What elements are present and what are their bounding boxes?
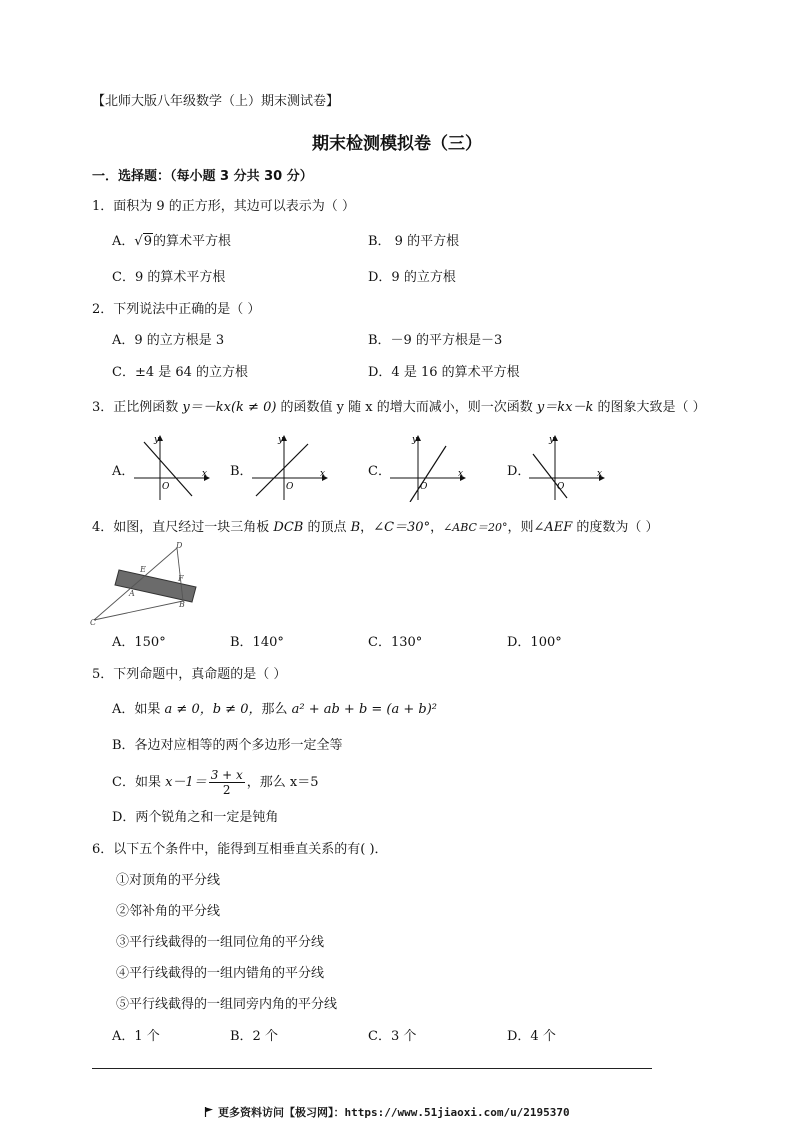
origin-label: O (286, 482, 294, 492)
q2-stem: 2．下列说法中正确的是（ ） (92, 302, 261, 317)
q1-radicand: 9 (143, 234, 152, 249)
q5-option-d: D．两个锐角之和一定是钝角 (112, 810, 279, 825)
label-e: E (140, 565, 146, 574)
q4-stem-part3: ， (360, 520, 374, 535)
q4-angle-abc: ∠ABC＝20° (443, 521, 508, 534)
q4-stem-part1: 4．如图，直尺经过一块三角板 (92, 520, 274, 535)
q2-option-b: B．－9 的平方根是－3 (368, 333, 503, 348)
origin-label: O (162, 482, 170, 492)
q4-stem-part6: 的度数为（ ） (572, 520, 659, 535)
axis-x-label: x (320, 469, 326, 479)
q3-graph-a (132, 432, 212, 502)
q3-option-c-label: C． (368, 464, 391, 479)
q1-option-c: C．9 的算术平方根 (112, 270, 226, 285)
q2-option-d: D．4 是 16 的算术平方根 (368, 365, 520, 380)
footer-divider (92, 1068, 652, 1069)
label-d: D (176, 541, 183, 550)
q3-stem-part2: 的函数值 y 随 x 的增大而减小，则一次函数 (276, 400, 537, 415)
q1-option-a-suffix: 的算术平方根 (152, 234, 231, 249)
sqrt-sign: √ (134, 234, 143, 249)
label-f: F (178, 574, 184, 583)
q3-stem-part3: 的图象大致是（ ） (593, 400, 706, 415)
q3-graph-b (250, 432, 330, 502)
q5-option-a-prefix: A．如果 (112, 702, 165, 717)
axis-x-label: x (597, 469, 603, 479)
q3-graph-d (527, 432, 607, 502)
graph-line (256, 444, 308, 496)
q1-option-a-prefix: A． (112, 234, 135, 249)
origin-label: O (420, 482, 428, 492)
q6-item-1: ①对顶角的平分线 (116, 873, 221, 888)
footer-text: 更多资料访问【极习网】：https://www.51jiaoxi.com/u/2195370 (218, 1106, 570, 1119)
q5-stem: 5．下列命题中，真命题的是（ ） (92, 667, 287, 682)
flag-icon (204, 1107, 214, 1117)
axis-y-label: y (412, 435, 418, 445)
q4-angle-c: ∠C＝30° (373, 520, 431, 535)
document-title: 期末检测模拟卷（三） (312, 134, 482, 154)
q1-stem: 1．面积为 9 的正方形，其边可以表示为（ ） (92, 199, 355, 214)
q3-formula-linear: y＝kx－k (536, 400, 594, 415)
q1-option-a (112, 233, 231, 251)
q4-option-d: D．100° (507, 635, 562, 650)
q4-vertex-b: B (350, 520, 361, 535)
q4-stem-part4: ， (430, 520, 444, 535)
q5-option-c-lhs: x－1＝ (165, 775, 207, 790)
q4-stem-part5: ，则 (507, 520, 534, 535)
axis-y-label: y (278, 435, 284, 445)
section-heading: 一．选择题：（每小题 3 分共 30 分） (92, 169, 313, 184)
series-header: 【北师大版八年级数学（上）期末测试卷】 (92, 94, 340, 109)
q4-triangle-name: DCB (273, 520, 304, 535)
footer-link[interactable] (204, 1104, 570, 1120)
q5-option-c-suffix: ，那么 x＝5 (246, 775, 319, 790)
q3-option-b-label: B． (230, 464, 253, 479)
fraction-denominator: 2 (222, 783, 231, 797)
q6-stem: 6．以下五个条件中，能得到互相垂直关系的有( )． (92, 842, 388, 857)
q6-option-a: A．1 个 (112, 1029, 160, 1044)
q6-item-5: ⑤平行线截得的一组同旁内角的平分线 (116, 997, 338, 1012)
q5-option-b: B．各边对应相等的两个多边形一定全等 (112, 738, 343, 753)
q6-option-b: B．2 个 (230, 1029, 278, 1044)
axis-y-label: y (154, 435, 160, 445)
q4-figure (88, 540, 208, 626)
q6-item-4: ④平行线截得的一组内错角的平分线 (116, 966, 325, 981)
origin-label: O (557, 482, 565, 492)
q3-option-a-label: A． (112, 464, 135, 479)
q6-item-3: ③平行线截得的一组同位角的平分线 (116, 935, 325, 950)
q3-option-d-label: D． (507, 464, 531, 479)
q3-stem (92, 399, 706, 417)
q5-fraction (209, 768, 245, 797)
q5-option-a-equation: a² + ab + b = (a + b)² (291, 702, 438, 717)
q5-option-a-mid: 那么 (261, 702, 292, 717)
q5-option-c-prefix: C．如果 (112, 775, 166, 790)
q5-option-a-condition: a ≠ 0，b ≠ 0， (164, 702, 262, 717)
label-c: C (90, 618, 97, 626)
q4-option-b: B．140° (230, 635, 284, 650)
q1-option-d: D．9 的立方根 (368, 270, 456, 285)
q3-formula-direct: y＝－kx(k ≠ 0) (182, 400, 277, 415)
label-b: B (179, 600, 185, 609)
q3-graph-c (388, 432, 468, 502)
axis-x-label: x (202, 469, 208, 479)
q5-option-a (112, 701, 437, 719)
q6-option-c: C．3 个 (368, 1029, 417, 1044)
graph-line (410, 446, 446, 502)
fraction-numerator: 3 + x (210, 768, 243, 782)
q2-option-c: C．±4 是 64 的立方根 (112, 365, 249, 380)
q4-option-a: A．150° (112, 635, 166, 650)
ruler-shape (115, 570, 196, 602)
q3-stem-part1: 3．正比例函数 (92, 400, 183, 415)
q5-option-c (112, 768, 319, 797)
q6-item-2: ②邻补角的平分线 (116, 904, 221, 919)
q1-option-b: B． 9 的平方根 (368, 234, 460, 249)
q4-option-c: C．130° (368, 635, 423, 650)
q4-angle-aef: ∠AEF (533, 520, 573, 535)
q4-stem (92, 519, 659, 537)
label-a: A (129, 589, 135, 598)
q2-option-a: A．9 的立方根是 3 (112, 333, 225, 348)
q4-stem-part2: 的顶点 (303, 520, 351, 535)
q6-option-d: D．4 个 (507, 1029, 556, 1044)
axis-x-label: x (458, 469, 464, 479)
axis-y-label: y (549, 435, 555, 445)
